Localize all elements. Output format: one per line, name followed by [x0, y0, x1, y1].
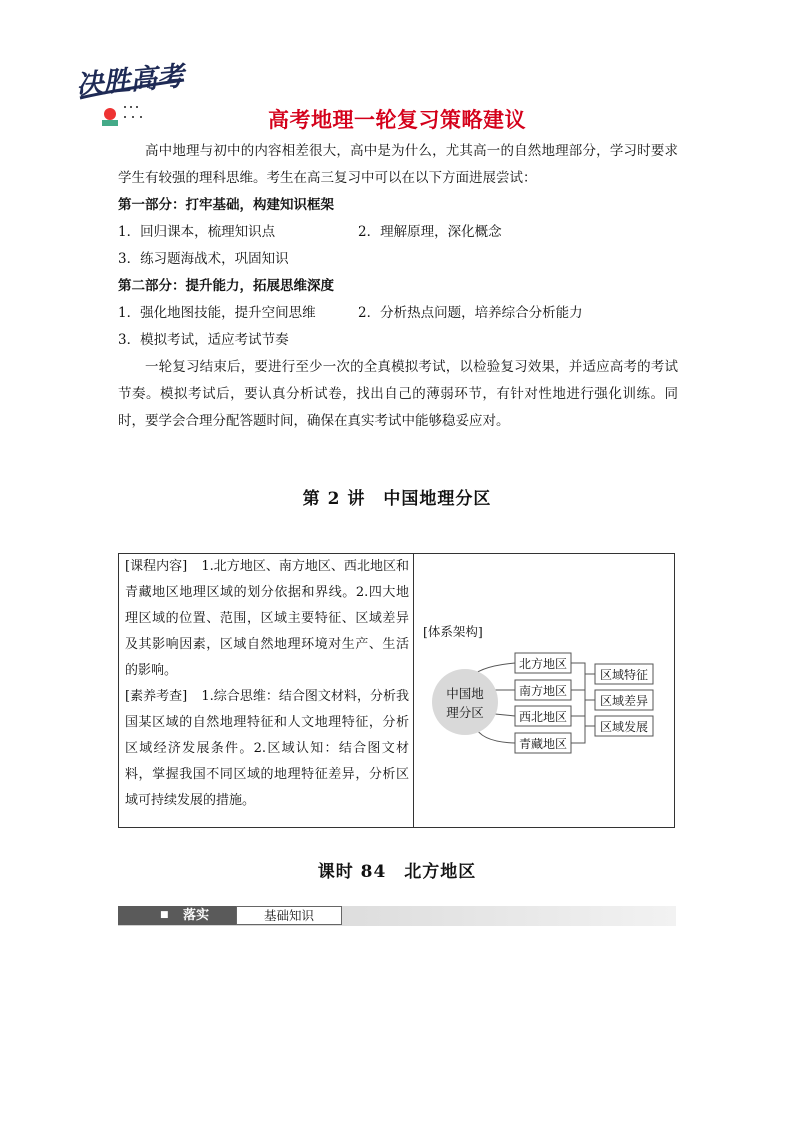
aspect-development: 区域发展 [599, 720, 649, 734]
literacy-tag: [素养考查] [125, 689, 188, 704]
section-tab-light: 基础知识 [236, 906, 342, 925]
section-dark-label: 落实 [183, 908, 210, 923]
square-icon: ■ [160, 910, 169, 920]
region-qingzang: 青藏地区 [518, 737, 568, 751]
part1-heading: 第一部分：打牢基础，构建知识框架 [118, 197, 334, 213]
part2-item-3: 3．模拟考试，适应考试节奏 [118, 332, 289, 348]
section-bar [118, 906, 676, 926]
lecture-title: 第 2 讲 中国地理分区 [302, 489, 492, 509]
region-south: 南方地区 [518, 684, 568, 698]
box-divider [413, 554, 414, 827]
section-tab-dark [118, 906, 236, 925]
part2-heading: 第二部分：提升能力，拓展思维深度 [118, 278, 334, 294]
structure-diagram [419, 554, 674, 827]
overview-text [125, 554, 409, 814]
center-text-2: 理分区 [446, 705, 484, 720]
center-circle [432, 669, 498, 735]
page-title: 高考地理一轮复习策略建议 [268, 108, 526, 132]
aspect-differences: 区域差异 [599, 694, 649, 708]
literacy-text: 1.综合思维：结合图文材料，分析我国某区域的自然地理特征和人文地理特征，分析区域经济发展条件。2.区域认知：结合图文材料，掌握我国不同区域的地理特征差异，分析区域可持续发展的措施。 [125, 689, 409, 808]
region-northwest: 西北地区 [518, 710, 568, 724]
part1-item-3: 3．练习题海战术，巩固知识 [118, 251, 289, 267]
part2-item-1: 1．强化地图技能，提升空间思维 [118, 305, 316, 321]
part2-item-2: 2．分析热点问题，培养综合分析能力 [358, 305, 583, 321]
logo-lettering: 决胜高考 [74, 60, 186, 102]
overview-box [118, 553, 675, 828]
closing-paragraph: 一轮复习结束后，要进行至少一次的全真模拟考试，以检验复习效果，并适应高考的考试节奏。模拟考试后，要认真分析试卷，找出自己的薄弱环节，有针对性地进行强化训练。同时，要学会合理分配答题时间，确保在真实考试中能够稳妥应对。 [118, 359, 678, 429]
course-text: 1.北方地区、南方地区、西北地区和青藏地区地理区域的划分依据和界线。2.四大地理区域的位置、范围，区域主要特征、区域差异及其影响因素，区域自然地理环境对生产、生活的影响。 [125, 559, 409, 678]
intro-paragraph: 高中地理与初中的内容相差很大，高中是为什么，尤其高一的自然地理部分，学习时要求学生有较强的理科思维。考生在高三复习中可以在以下方面进展尝试： [118, 143, 678, 186]
center-text-1: 中国地 [446, 686, 484, 701]
lesson-title: 课时 84 北方地区 [317, 862, 477, 882]
course-tag: [课程内容] [125, 559, 188, 574]
aspect-features: 区域特征 [599, 668, 649, 682]
diagram-label: [体系架构] [423, 624, 483, 639]
part1-item-1: 1．回归课本，梳理知识点 [118, 224, 276, 240]
region-north: 北方地区 [518, 657, 568, 671]
part1-item-2: 2．理解原理，深化概念 [358, 224, 502, 240]
